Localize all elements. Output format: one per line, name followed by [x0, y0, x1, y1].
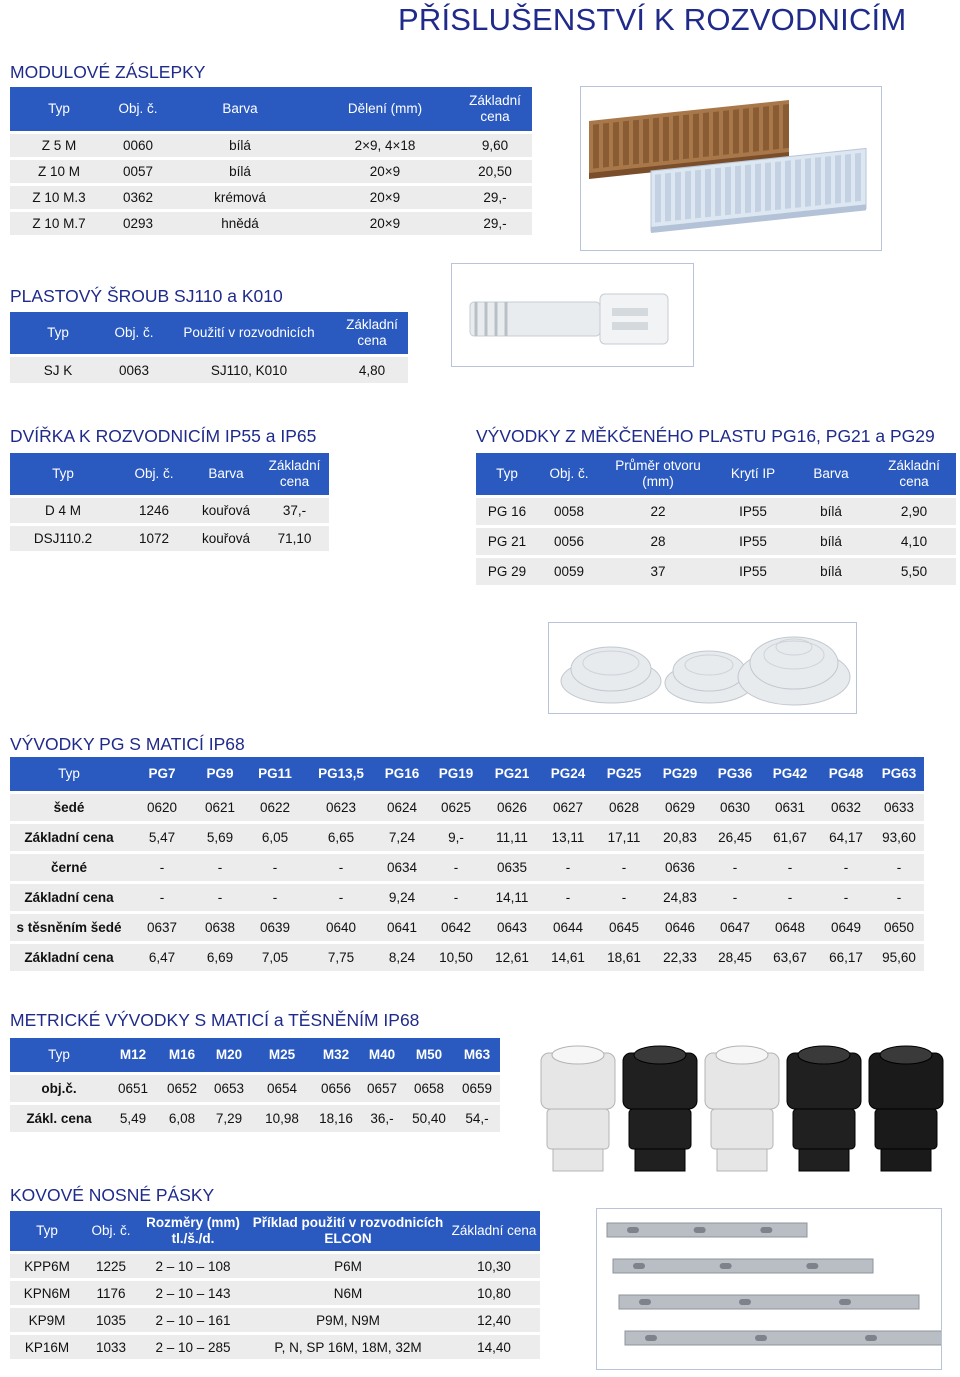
- table-cell: 5,50: [872, 558, 956, 585]
- table-cell: 7,05: [244, 944, 306, 971]
- table-cell: 0627: [540, 794, 596, 821]
- table-cell: 63,67: [762, 944, 818, 971]
- col-header: PG11: [244, 757, 306, 791]
- table-cell: 0658: [404, 1075, 454, 1102]
- table-cell: Z 10 M.3: [10, 186, 108, 209]
- table-cell: -: [244, 884, 306, 911]
- table-cell: 71,10: [260, 526, 329, 551]
- table-cell: KPP6M: [10, 1254, 84, 1278]
- col-header: M25: [252, 1038, 312, 1072]
- section-title-blanking-strips: MODULOVÉ ZÁSLEPKY: [10, 62, 206, 82]
- table-cell: 0649: [818, 914, 874, 941]
- table-row: [10, 212, 532, 235]
- table-cell: 0653: [206, 1075, 252, 1102]
- table-cell: 0063: [106, 357, 162, 383]
- table-row: [10, 186, 532, 209]
- table-cell: -: [540, 884, 596, 911]
- table-cell: 0633: [874, 794, 924, 821]
- table-cell: -: [874, 884, 924, 911]
- col-header-cena: Základní cena: [448, 1211, 540, 1251]
- table-cell: 6,47: [128, 944, 196, 971]
- table-cell: 0632: [818, 794, 874, 821]
- table-cell: SJ110, K010: [162, 357, 336, 383]
- table-cell: 29,-: [458, 212, 532, 235]
- col-header: M16: [158, 1038, 206, 1072]
- table-cell: 64,17: [818, 824, 874, 851]
- table-cell: 50,40: [404, 1105, 454, 1132]
- table-cell: 5,69: [196, 824, 244, 851]
- col-header: PG7: [128, 757, 196, 791]
- col-header-cena: Základní cena: [336, 312, 408, 354]
- col-header-obj: Obj. č.: [108, 87, 168, 131]
- col-header: PG9: [196, 757, 244, 791]
- table-cell: 8,24: [376, 944, 428, 971]
- table-cell: -: [244, 854, 306, 881]
- table-row: [10, 1335, 540, 1359]
- table-cell: 0651: [108, 1075, 158, 1102]
- table-cell: Základní cena: [10, 884, 128, 911]
- table-cell: IP55: [716, 498, 790, 525]
- table-cell: -: [762, 854, 818, 881]
- table-cell: 14,40: [448, 1335, 540, 1359]
- table-cell: -: [762, 884, 818, 911]
- table-cell: Z 10 M: [10, 160, 108, 183]
- table-cell: 20×9: [312, 160, 458, 183]
- soft-grommets-table: [476, 450, 956, 588]
- table-cell: -: [128, 884, 196, 911]
- col-header: Typ: [10, 1038, 108, 1072]
- table-cell: -: [428, 884, 484, 911]
- table-cell: 0059: [538, 558, 600, 585]
- table-cell: P6M: [248, 1254, 448, 1278]
- col-header: M20: [206, 1038, 252, 1072]
- table-cell: P, N, SP 16M, 18M, 32M: [248, 1335, 448, 1359]
- table-cell: bílá: [168, 134, 312, 157]
- table-cell: 0060: [108, 134, 168, 157]
- table-cell: 0634: [376, 854, 428, 881]
- table-cell: 29,-: [458, 186, 532, 209]
- col-header: PG13,5: [306, 757, 376, 791]
- metal-strips-table: [10, 1208, 540, 1362]
- section-title-doors: DVÍŘKA K ROZVODNICÍM IP55 a IP65: [10, 426, 317, 446]
- col-header: PG24: [540, 757, 596, 791]
- table-cell: -: [708, 854, 762, 881]
- table-row: [10, 1254, 540, 1278]
- table-cell: 14,61: [540, 944, 596, 971]
- table-row: [10, 1281, 540, 1305]
- table-cell: 0650: [874, 914, 924, 941]
- blanking-strips-illustration: [581, 87, 882, 251]
- table-cell: 7,29: [206, 1105, 252, 1132]
- col-header-typ: Typ: [10, 453, 116, 495]
- table-cell: IP55: [716, 558, 790, 585]
- table-cell: 0630: [708, 794, 762, 821]
- table-cell: 6,65: [306, 824, 376, 851]
- table-cell: 22,33: [652, 944, 708, 971]
- table-cell: 0659: [454, 1075, 500, 1102]
- table-row: [10, 160, 532, 183]
- table-cell: 0638: [196, 914, 244, 941]
- metal-strips-photo: [596, 1208, 942, 1370]
- table-cell: -: [818, 884, 874, 911]
- plastic-screw-photo: [451, 263, 694, 367]
- section-title-pg-glands: VÝVODKY PG S MATICÍ IP68: [10, 734, 245, 754]
- doors-table: [10, 450, 329, 554]
- table-cell: 0622: [244, 794, 306, 821]
- table-cell: 2 – 10 – 143: [138, 1281, 248, 1305]
- table-cell: 5,47: [128, 824, 196, 851]
- table-cell: 9,24: [376, 884, 428, 911]
- table-cell: KP16M: [10, 1335, 84, 1359]
- col-header-obj: Obj. č.: [84, 1211, 138, 1251]
- table-cell: 0631: [762, 794, 818, 821]
- table-cell: 2×9, 4×18: [312, 134, 458, 157]
- table-cell: 18,16: [312, 1105, 360, 1132]
- table-cell: -: [306, 854, 376, 881]
- table-row: [10, 498, 329, 523]
- table-cell: 0641: [376, 914, 428, 941]
- table-cell: 37,-: [260, 498, 329, 523]
- table-cell: 0623: [306, 794, 376, 821]
- table-cell: -: [596, 854, 652, 881]
- table-cell: krémová: [168, 186, 312, 209]
- table-cell: 1176: [84, 1281, 138, 1305]
- table-cell: PG 29: [476, 558, 538, 585]
- table-cell: 95,60: [874, 944, 924, 971]
- table-cell: 0058: [538, 498, 600, 525]
- table-cell: -: [196, 854, 244, 881]
- table-cell: šedé: [10, 794, 128, 821]
- table-cell: 1033: [84, 1335, 138, 1359]
- metric-glands-table: [10, 1035, 500, 1135]
- col-header: M32: [312, 1038, 360, 1072]
- table-cell: 7,24: [376, 824, 428, 851]
- table-row: [10, 134, 532, 157]
- table-row: [10, 794, 924, 821]
- table-cell: 20×9: [312, 212, 458, 235]
- section-title-metric-glands: METRICKÉ VÝVODKY S MATICÍ a TĚSNĚNÍM IP68: [10, 1010, 420, 1030]
- table-cell: -: [708, 884, 762, 911]
- table-cell: 37: [600, 558, 716, 585]
- table-cell: kouřová: [192, 526, 260, 551]
- col-header-barva: Barva: [790, 453, 872, 495]
- table-cell: 20×9: [312, 186, 458, 209]
- table-cell: SJ K: [10, 357, 106, 383]
- blanking-strips-table: [10, 84, 532, 238]
- soft-grommets-illustration: [549, 623, 857, 714]
- table-cell: 17,11: [596, 824, 652, 851]
- metric-glands-illustration: [531, 1033, 954, 1180]
- table-cell: P9M, N9M: [248, 1308, 448, 1332]
- table-cell: PG 21: [476, 528, 538, 555]
- table-cell: 26,45: [708, 824, 762, 851]
- table-cell: 11,11: [484, 824, 540, 851]
- section-title-soft-grommets: VÝVODKY Z MĚKČENÉHO PLASTU PG16, PG21 a PG29: [476, 426, 935, 446]
- table-cell: 4,80: [336, 357, 408, 383]
- table-cell: KP9M: [10, 1308, 84, 1332]
- table-cell: -: [596, 884, 652, 911]
- table-cell: D 4 M: [10, 498, 116, 523]
- table-cell: kouřová: [192, 498, 260, 523]
- col-header-priklad: Příklad použití v rozvodnicích ELCON: [248, 1211, 448, 1251]
- table-cell: DSJ110.2: [10, 526, 116, 551]
- table-cell: 0636: [652, 854, 708, 881]
- table-cell: 0643: [484, 914, 540, 941]
- table-cell: Základní cena: [10, 824, 128, 851]
- table-cell: bílá: [790, 558, 872, 585]
- table-cell: -: [428, 854, 484, 881]
- table-row: [10, 1308, 540, 1332]
- table-cell: 2,90: [872, 498, 956, 525]
- table-cell: 0624: [376, 794, 428, 821]
- table-cell: 7,75: [306, 944, 376, 971]
- table-cell: 28: [600, 528, 716, 555]
- table-cell: 0057: [108, 160, 168, 183]
- table-cell: 0621: [196, 794, 244, 821]
- table-cell: 24,83: [652, 884, 708, 911]
- section-title-metal-strips: KOVOVÉ NOSNÉ PÁSKY: [10, 1185, 215, 1205]
- table-cell: PG 16: [476, 498, 538, 525]
- table-cell: 1225: [84, 1254, 138, 1278]
- table-cell: -: [306, 884, 376, 911]
- table-cell: 0642: [428, 914, 484, 941]
- col-header-cena: Základní cena: [872, 453, 956, 495]
- table-cell: 0654: [252, 1075, 312, 1102]
- table-row: [10, 854, 924, 881]
- page-title: PŘÍSLUŠENSTVÍ K ROZVODNICÍM: [398, 2, 907, 37]
- col-header-rozmery: Rozměry (mm) tl./š./d.: [138, 1211, 248, 1251]
- table-row: [10, 884, 924, 911]
- table-cell: -: [128, 854, 196, 881]
- col-header-typ: Typ: [10, 1211, 84, 1251]
- section-title-plastic-screw: PLASTOVÝ ŠROUB SJ110 a K010: [10, 286, 283, 306]
- metal-strips-illustration: [597, 1209, 942, 1370]
- col-header-pouziti: Použití v rozvodnicích: [162, 312, 336, 354]
- table-cell: 1246: [116, 498, 192, 523]
- table-cell: 18,61: [596, 944, 652, 971]
- table-cell: 6,69: [196, 944, 244, 971]
- table-cell: 0647: [708, 914, 762, 941]
- col-header-typ: Typ: [476, 453, 538, 495]
- table-cell: bílá: [168, 160, 312, 183]
- table-cell: 0628: [596, 794, 652, 821]
- table-cell: 0626: [484, 794, 540, 821]
- table-cell: 0644: [540, 914, 596, 941]
- table-cell: 0625: [428, 794, 484, 821]
- table-cell: 20,83: [652, 824, 708, 851]
- table-cell: 0639: [244, 914, 306, 941]
- table-cell: 2 – 10 – 161: [138, 1308, 248, 1332]
- col-header: PG48: [818, 757, 874, 791]
- table-cell: -: [818, 854, 874, 881]
- table-cell: N6M: [248, 1281, 448, 1305]
- col-header: M50: [404, 1038, 454, 1072]
- table-cell: 0635: [484, 854, 540, 881]
- table-cell: KPN6M: [10, 1281, 84, 1305]
- pg-glands-table: [10, 754, 924, 974]
- table-row: [476, 498, 956, 525]
- table-row: [476, 528, 956, 555]
- col-header-obj: Obj. č.: [538, 453, 600, 495]
- table-cell: 10,50: [428, 944, 484, 971]
- table-cell: 1035: [84, 1308, 138, 1332]
- table-cell: 4,10: [872, 528, 956, 555]
- table-cell: 0656: [312, 1075, 360, 1102]
- table-row: [476, 558, 956, 585]
- table-cell: 0056: [538, 528, 600, 555]
- table-cell: 1072: [116, 526, 192, 551]
- col-header-typ: Typ: [10, 87, 108, 131]
- table-cell: -: [540, 854, 596, 881]
- table-cell: Základní cena: [10, 944, 128, 971]
- table-cell: 0645: [596, 914, 652, 941]
- col-header-prumer: Průměr otvoru (mm): [600, 453, 716, 495]
- table-row: [10, 1105, 500, 1132]
- table-cell: 0629: [652, 794, 708, 821]
- table-cell: 0648: [762, 914, 818, 941]
- table-cell: 10,80: [448, 1281, 540, 1305]
- table-cell: IP55: [716, 528, 790, 555]
- table-cell: černé: [10, 854, 128, 881]
- table-cell: Zákl. cena: [10, 1105, 108, 1132]
- table-cell: 10,98: [252, 1105, 312, 1132]
- col-header: PG25: [596, 757, 652, 791]
- table-cell: 20,50: [458, 160, 532, 183]
- table-cell: 93,60: [874, 824, 924, 851]
- col-header-obj: Obj. č.: [106, 312, 162, 354]
- table-cell: 54,-: [454, 1105, 500, 1132]
- plastic-screw-illustration: [452, 264, 694, 367]
- col-header-typ: Typ: [10, 312, 106, 354]
- table-cell: hnědá: [168, 212, 312, 235]
- table-cell: 10,30: [448, 1254, 540, 1278]
- table-cell: 9,-: [428, 824, 484, 851]
- table-row: [10, 357, 408, 383]
- table-cell: 22: [600, 498, 716, 525]
- table-cell: obj.č.: [10, 1075, 108, 1102]
- table-cell: Z 10 M.7: [10, 212, 108, 235]
- metric-glands-photo: [530, 1032, 954, 1180]
- table-cell: 36,-: [360, 1105, 404, 1132]
- table-cell: 0646: [652, 914, 708, 941]
- table-cell: 13,11: [540, 824, 596, 851]
- plastic-screw-table: [10, 309, 408, 386]
- col-header-barva: Barva: [168, 87, 312, 131]
- table-cell: 0652: [158, 1075, 206, 1102]
- table-cell: 0293: [108, 212, 168, 235]
- table-cell: 0640: [306, 914, 376, 941]
- table-cell: 2 – 10 – 108: [138, 1254, 248, 1278]
- col-header: M63: [454, 1038, 500, 1072]
- col-header: PG19: [428, 757, 484, 791]
- table-cell: 0620: [128, 794, 196, 821]
- table-cell: 6,05: [244, 824, 306, 851]
- table-cell: 61,67: [762, 824, 818, 851]
- col-header: M40: [360, 1038, 404, 1072]
- col-header: PG29: [652, 757, 708, 791]
- col-header: M12: [108, 1038, 158, 1072]
- table-cell: -: [874, 854, 924, 881]
- table-row: [10, 526, 329, 551]
- col-header-deleni: Dělení (mm): [312, 87, 458, 131]
- table-cell: 5,49: [108, 1105, 158, 1132]
- table-cell: 0637: [128, 914, 196, 941]
- col-header: PG21: [484, 757, 540, 791]
- table-cell: 2 – 10 – 285: [138, 1335, 248, 1359]
- col-header: Typ: [10, 757, 128, 791]
- table-row: [10, 944, 924, 971]
- col-header-kryti: Krytí IP: [716, 453, 790, 495]
- table-cell: 14,11: [484, 884, 540, 911]
- col-header-barva: Barva: [192, 453, 260, 495]
- table-cell: 0362: [108, 186, 168, 209]
- table-row: [10, 1075, 500, 1102]
- table-cell: bílá: [790, 498, 872, 525]
- table-cell: 6,08: [158, 1105, 206, 1132]
- table-row: [10, 824, 924, 851]
- table-cell: 0657: [360, 1075, 404, 1102]
- table-cell: s těsněním šedé: [10, 914, 128, 941]
- soft-grommets-photo: [548, 622, 857, 714]
- col-header-cena: Základní cena: [458, 87, 532, 131]
- blanking-strips-photo: [580, 86, 882, 251]
- table-cell: 12,40: [448, 1308, 540, 1332]
- table-cell: -: [196, 884, 244, 911]
- table-cell: bílá: [790, 528, 872, 555]
- col-header: PG16: [376, 757, 428, 791]
- col-header: PG42: [762, 757, 818, 791]
- table-cell: 12,61: [484, 944, 540, 971]
- table-cell: 28,45: [708, 944, 762, 971]
- table-cell: 9,60: [458, 134, 532, 157]
- col-header-obj: Obj. č.: [116, 453, 192, 495]
- table-cell: 66,17: [818, 944, 874, 971]
- table-cell: Z 5 M: [10, 134, 108, 157]
- table-row: [10, 914, 924, 941]
- col-header: PG63: [874, 757, 924, 791]
- col-header-cena: Základní cena: [260, 453, 329, 495]
- col-header: PG36: [708, 757, 762, 791]
